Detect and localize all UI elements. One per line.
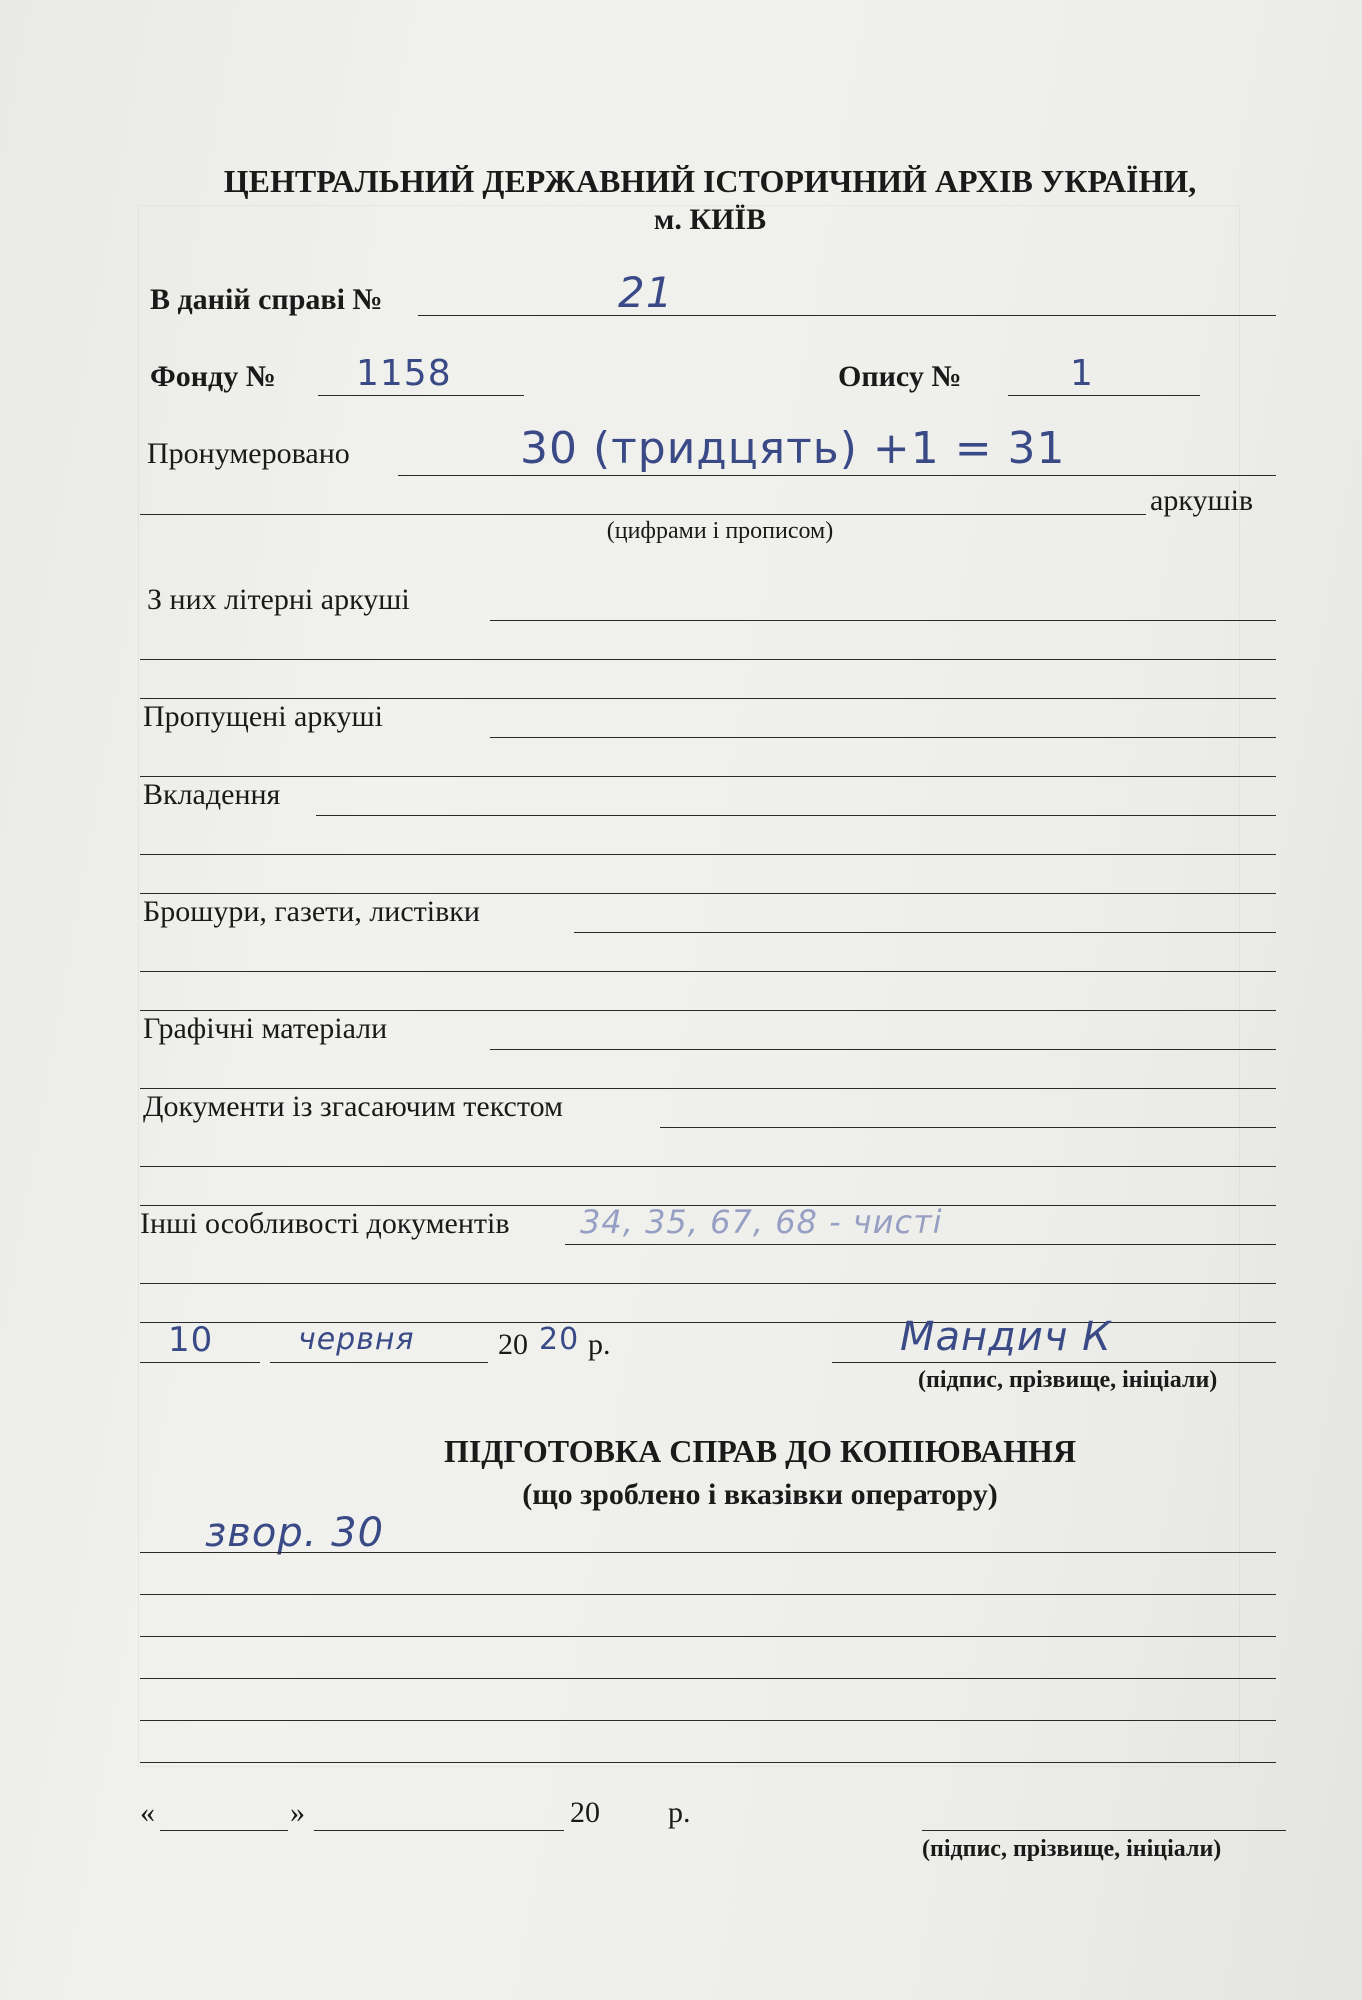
copy-prep-line-3 bbox=[140, 1636, 1276, 1637]
date2-month-line bbox=[314, 1830, 564, 1831]
date2-day-line bbox=[160, 1830, 288, 1831]
enclosures-line-2 bbox=[140, 854, 1276, 855]
numbered-line-2 bbox=[140, 514, 1146, 515]
date1-day-line bbox=[140, 1362, 260, 1363]
fading-line-2 bbox=[140, 1166, 1276, 1167]
skipped-line-2 bbox=[140, 776, 1276, 777]
litera-label: З них літерні аркуші bbox=[147, 583, 410, 616]
fond-label: Фонду № bbox=[150, 360, 276, 393]
enclosures-line-1 bbox=[316, 815, 1276, 816]
numbered-label: Пронумеровано bbox=[147, 437, 350, 470]
other-label: Інші особливості документів bbox=[140, 1207, 510, 1240]
signature1-hint: (підпис, прізвище, ініціали) bbox=[918, 1367, 1218, 1393]
date1-month-value: червня bbox=[298, 1322, 415, 1357]
opys-line bbox=[1008, 395, 1200, 396]
date2-close-quote: » bbox=[290, 1796, 305, 1829]
date1-year-suffix: 20 bbox=[539, 1322, 580, 1357]
copy-prep-line-4 bbox=[140, 1678, 1276, 1679]
skipped-line-1 bbox=[490, 737, 1276, 738]
fond-line bbox=[318, 395, 524, 396]
other-line-2 bbox=[140, 1283, 1276, 1284]
litera-line-2 bbox=[140, 659, 1276, 660]
date1-year-prefix: 20 bbox=[498, 1328, 528, 1361]
fading-line-1 bbox=[660, 1127, 1276, 1128]
date1-day-value: 10 bbox=[168, 1320, 214, 1360]
enclosures-line-3 bbox=[140, 893, 1276, 894]
signature1-value: Мандич К bbox=[900, 1314, 1112, 1360]
case-number-value: 21 bbox=[618, 268, 674, 317]
other-line-1 bbox=[565, 1244, 1276, 1245]
date1-year-r: р. bbox=[588, 1328, 611, 1361]
enclosures-label: Вкладення bbox=[143, 778, 281, 811]
date1-month-line bbox=[270, 1362, 488, 1363]
case-number-label: В даній справі № bbox=[150, 283, 383, 316]
graphics-label: Графічні матеріали bbox=[143, 1012, 388, 1045]
date2-year: 20 bbox=[570, 1796, 600, 1829]
fading-label: Документи із згасаючим текстом bbox=[143, 1090, 563, 1123]
copy-prep-title: ПІДГОТОВКА СПРАВ ДО КОПІЮВАННЯ bbox=[443, 1433, 1077, 1469]
brochures-line-2 bbox=[140, 971, 1276, 972]
copy-prep-subtitle: (що зроблено і вказівки оператору) bbox=[522, 1478, 998, 1511]
skipped-label: Пропущені аркуші bbox=[143, 700, 383, 733]
copy-prep-line-5 bbox=[140, 1720, 1276, 1721]
numbered-value: 30 (тридцять) +1 = 31 bbox=[520, 423, 1066, 474]
litera-line-1 bbox=[490, 620, 1276, 621]
graphics-line-1 bbox=[490, 1049, 1276, 1050]
other-value: 34, 35, 67, 68 - чисті bbox=[580, 1203, 943, 1241]
date2-open-quote: « bbox=[140, 1796, 155, 1829]
brochures-line-3 bbox=[140, 1010, 1276, 1011]
fond-value: 1158 bbox=[356, 353, 452, 394]
opys-value: 1 bbox=[1070, 353, 1094, 394]
date2-year-r: р. bbox=[668, 1796, 691, 1829]
numbered-line-1 bbox=[398, 475, 1276, 476]
graphics-line-2 bbox=[140, 1088, 1276, 1089]
copy-prep-line-6 bbox=[140, 1762, 1276, 1763]
litera-line-3 bbox=[140, 698, 1276, 699]
numbered-hint: (цифрами і прописом) bbox=[606, 518, 834, 544]
brochures-label: Брошури, газети, листівки bbox=[143, 895, 480, 928]
opys-label: Опису № bbox=[838, 360, 962, 393]
case-number-line bbox=[418, 315, 1276, 316]
archive-city: м. КИЇВ bbox=[653, 203, 767, 236]
signature1-line bbox=[832, 1362, 1276, 1363]
copy-prep-note: звор. 30 bbox=[205, 1510, 385, 1556]
numbered-suffix: аркушів bbox=[1150, 484, 1254, 517]
archive-name: ЦЕНТРАЛЬНИЙ ДЕРЖАВНИЙ ІСТОРИЧНИЙ АРХІВ УКРАЇНИ, bbox=[223, 163, 1197, 199]
copy-prep-line-1 bbox=[140, 1552, 1276, 1553]
copy-prep-line-2 bbox=[140, 1594, 1276, 1595]
signature2-hint: (підпис, прізвище, ініціали) bbox=[922, 1836, 1222, 1862]
brochures-line-1 bbox=[574, 932, 1276, 933]
signature2-line bbox=[922, 1830, 1286, 1831]
